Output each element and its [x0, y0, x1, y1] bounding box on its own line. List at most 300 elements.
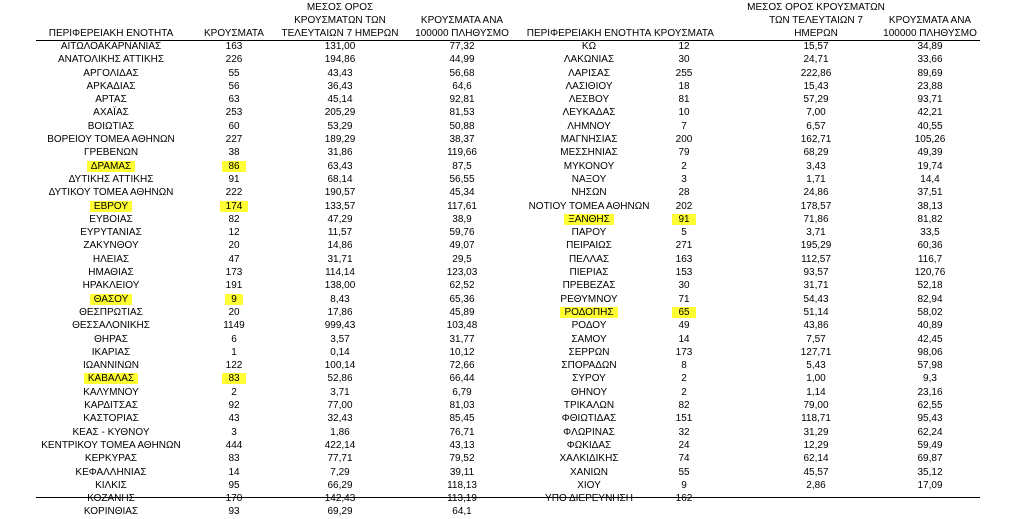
cell-cases [644, 466, 724, 479]
cell-per100k [880, 346, 980, 359]
cell-region [36, 412, 186, 425]
cell-avg7-text: 7,57 [806, 333, 826, 345]
cell-region [514, 479, 664, 492]
cell-avg7 [276, 306, 404, 319]
cell-avg7-text: 205,29 [324, 107, 356, 119]
cell-cases-text: 153 [675, 267, 693, 279]
cell-per100k [404, 173, 520, 186]
cell-per100k [404, 293, 520, 306]
cell-per100k-text: 69,87 [917, 453, 943, 465]
cell-region [36, 266, 186, 279]
cell-per100k [404, 120, 520, 133]
cell-cases-text: 83 [222, 373, 245, 384]
cell-cases [644, 186, 724, 199]
cell-avg7-text: 7,00 [806, 107, 826, 119]
cell-avg7-text: 131,00 [324, 41, 356, 52]
cell-avg7-text: 31,29 [803, 426, 829, 438]
cell-cases-text: 91 [228, 173, 240, 185]
cell-cases-text: 79 [678, 147, 690, 159]
cell-per100k [880, 93, 980, 106]
cell-region-text: ΛΑΚΩΝΙΑΣ [563, 54, 615, 66]
cell-cases [644, 67, 724, 80]
cell-region [36, 279, 186, 292]
cell-avg7 [276, 386, 404, 399]
cell-region [514, 386, 664, 399]
cell-cases-text: 20 [228, 306, 240, 318]
cell-region-text: ΚΕΦΑΛΛΗΝΙΑΣ [75, 466, 147, 478]
cell-avg7 [746, 399, 886, 412]
cell-per100k-text: 65,36 [449, 293, 475, 305]
cell-region [514, 319, 664, 332]
cell-per100k [404, 213, 520, 226]
cell-avg7-text: 31,71 [327, 253, 353, 265]
cell-cases [194, 505, 274, 518]
cell-per100k [880, 213, 980, 226]
cell-region [514, 239, 664, 252]
cell-region-text: ΕΥΒΟΙΑΣ [89, 213, 133, 225]
cell-per100k [880, 200, 980, 213]
cell-per100k-text: 118,13 [447, 479, 477, 491]
cell-cases [194, 306, 274, 319]
cell-per100k-text: 79,52 [449, 453, 475, 465]
cell-region-text: ΑΡΓΟΛΙΔΑΣ [83, 67, 139, 79]
cell-cases-text: 2 [681, 160, 687, 172]
cell-avg7-text: 79,00 [803, 400, 829, 412]
cell-avg7 [276, 133, 404, 146]
cell-per100k-text: 49,39 [917, 147, 943, 159]
cell-per100k [880, 359, 980, 372]
cell-cases [644, 213, 724, 226]
cell-cases-text: 222 [225, 187, 243, 199]
cell-cases-text: 56 [228, 80, 240, 92]
cell-avg7 [276, 346, 404, 359]
cell-region-text: ΛΑΡΙΣΑΣ [568, 67, 610, 79]
cell-avg7 [276, 279, 404, 292]
cell-per100k [404, 133, 520, 146]
cell-region-text: ΚΙΛΚΙΣ [95, 479, 127, 491]
cell-avg7-text: 999,43 [324, 320, 356, 332]
cell-per100k-text: 29,5 [452, 253, 472, 265]
cell-cases [194, 133, 274, 146]
cell-per100k-text: 33,5 [920, 227, 940, 239]
cell-cases-text: 253 [225, 107, 243, 119]
cell-cases-text: 82 [678, 400, 690, 412]
cell-per100k-text: 33,66 [917, 54, 943, 66]
cell-avg7 [746, 372, 886, 385]
header-per100k: ΚΡΟΥΣΜΑΤΑ ΑΝΑ 100000 ΠΛΗΘΥΣΜΟ [415, 15, 509, 39]
cell-cases-text: 43 [228, 413, 240, 425]
cell-cases [194, 160, 274, 173]
cell-cases-text: 20 [228, 240, 240, 252]
cell-region [514, 266, 664, 279]
cell-per100k [880, 306, 980, 319]
cell-per100k [880, 319, 980, 332]
cell-region-text: ΠΑΡΟΥ [571, 227, 607, 239]
cell-region [514, 146, 664, 159]
cell-cases [644, 319, 724, 332]
cell-cases-text: 71 [678, 293, 690, 305]
cell-per100k [404, 200, 520, 213]
cell-avg7 [746, 173, 886, 186]
cell-per100k-text: 52,18 [917, 280, 943, 292]
cell-cases [194, 120, 274, 133]
cell-per100k [880, 479, 980, 492]
cell-avg7 [276, 372, 404, 385]
cell-region [36, 200, 186, 213]
cell-per100k-text: 62,24 [917, 426, 943, 438]
cell-avg7 [746, 200, 886, 213]
cell-avg7 [746, 213, 886, 226]
cell-per100k-text: 58,02 [917, 306, 943, 318]
cell-region-text: ΞΑΝΘΗΣ [564, 214, 614, 225]
cell-per100k-text: 42,45 [917, 333, 943, 345]
header-cases: ΚΡΟΥΣΜΑΤΑ [654, 28, 714, 39]
cell-cases-text: 2 [231, 386, 237, 398]
cell-per100k [880, 146, 980, 159]
cell-cases [194, 426, 274, 439]
cell-avg7 [746, 239, 886, 252]
cell-per100k [404, 306, 520, 319]
cell-per100k [404, 106, 520, 119]
cell-region-text: ΚΑΡΔΙΤΣΑΣ [84, 400, 138, 412]
cell-cases-text: 49 [678, 320, 690, 332]
cell-per100k [880, 80, 980, 93]
cell-avg7 [276, 266, 404, 279]
cell-cases-text: 122 [225, 360, 243, 372]
cell-avg7 [276, 333, 404, 346]
cell-cases-text: 2 [681, 386, 687, 398]
cell-per100k-text: 116,7 [917, 253, 943, 265]
cell-region [36, 346, 186, 359]
cell-avg7 [746, 253, 886, 266]
cell-cases-text: 60 [228, 120, 240, 132]
cell-region-text: ΠΡΕΒΕΖΑΣ [562, 280, 616, 292]
cell-per100k [404, 40, 520, 53]
cell-per100k [880, 426, 980, 439]
cell-cases-text: 32 [678, 426, 690, 438]
cell-cases [644, 359, 724, 372]
cell-region-text: ΑΡΤΑΣ [95, 94, 127, 106]
cell-avg7 [746, 426, 886, 439]
cell-avg7-text: 0,14 [330, 346, 350, 358]
cell-cases-text: 55 [228, 67, 240, 79]
cell-per100k [404, 412, 520, 425]
cell-region [36, 40, 186, 53]
cell-avg7-text: 32,43 [327, 413, 353, 425]
cell-region-text: ΘΕΣΠΡΩΤΙΑΣ [79, 306, 143, 318]
cell-cases-text: 55 [678, 466, 690, 478]
cell-per100k-text: 23,16 [917, 386, 943, 398]
cell-per100k [880, 439, 980, 452]
cell-per100k [404, 505, 520, 518]
cell-per100k [880, 120, 980, 133]
cell-avg7-text: 1,14 [806, 386, 826, 398]
cell-avg7-text: 54,43 [803, 293, 829, 305]
cell-avg7 [746, 306, 886, 319]
cell-avg7-text: 68,29 [803, 147, 829, 159]
cell-avg7-text: 68,14 [327, 173, 353, 185]
cell-cases [644, 333, 724, 346]
cell-region-text: ΑΡΚΑΔΙΑΣ [86, 80, 136, 92]
cell-per100k [880, 412, 980, 425]
cell-region [514, 200, 664, 213]
cell-per100k [880, 226, 980, 239]
cell-per100k-text: 59,49 [917, 439, 943, 451]
cell-per100k-text: 81,53 [449, 107, 475, 119]
cell-cases [194, 106, 274, 119]
cell-cases-text: 7 [681, 120, 687, 132]
cell-per100k-text: 82,94 [917, 293, 943, 305]
cell-cases [194, 213, 274, 226]
cell-region [36, 213, 186, 226]
cell-avg7-text: 3,43 [806, 160, 826, 172]
cell-avg7-text: 15,57 [803, 41, 829, 52]
cell-per100k-text: 62,52 [449, 280, 475, 292]
cell-avg7-text: 162,71 [800, 134, 832, 146]
cell-avg7 [276, 359, 404, 372]
cell-per100k-text: 57,98 [917, 360, 943, 372]
cell-per100k [880, 106, 980, 119]
cell-region [36, 133, 186, 146]
cell-avg7-text: 43,86 [803, 320, 829, 332]
cell-avg7-text: 45,57 [803, 466, 829, 478]
cell-region [36, 306, 186, 319]
cell-avg7-text: 178,57 [800, 200, 832, 212]
cell-per100k-text: 56,68 [449, 67, 475, 79]
cell-cases-text: 173 [225, 267, 243, 279]
cell-per100k-text: 66,44 [449, 373, 475, 385]
cell-cases-text: 81 [678, 94, 690, 106]
cell-per100k-text: 43,13 [449, 439, 475, 451]
cell-avg7-text: 1,00 [806, 373, 826, 385]
cell-cases-text: 444 [225, 439, 243, 451]
cell-region-text: ΒΟΡΕΙΟΥ ΤΟΜΕΑ ΑΘΗΝΩΝ [47, 134, 175, 146]
cell-avg7-text: 62,14 [803, 453, 829, 465]
cell-region [514, 372, 664, 385]
cell-cases [194, 200, 274, 213]
cell-cases [644, 226, 724, 239]
cell-cases [644, 146, 724, 159]
cell-region [36, 426, 186, 439]
cell-avg7-text: 190,57 [324, 187, 356, 199]
cell-avg7 [276, 160, 404, 173]
cell-cases-text: 14 [678, 333, 690, 345]
cell-region [514, 173, 664, 186]
cell-cases [644, 293, 724, 306]
cell-per100k-text: 50,88 [449, 120, 475, 132]
cell-per100k [880, 186, 980, 199]
cell-cases-text: 5 [681, 227, 687, 239]
cell-region-text: ΚΩ [581, 41, 597, 52]
cell-cases-text: 74 [678, 453, 690, 465]
cell-region-text: ΗΡΑΚΛΕΙΟΥ [82, 280, 140, 292]
cell-per100k [404, 80, 520, 93]
cell-per100k [404, 319, 520, 332]
cell-cases [194, 40, 274, 53]
cell-cases-text: 202 [675, 200, 693, 212]
cell-avg7 [746, 466, 886, 479]
cell-per100k [404, 452, 520, 465]
cell-region-text: ΣΕΡΡΩΝ [568, 346, 610, 358]
cell-region-text: ΑΧΑΪΑΣ [93, 107, 129, 119]
cell-cases-text: 93 [228, 506, 240, 518]
cell-cases-text: 1149 [223, 320, 245, 332]
cell-cases-text: 174 [220, 201, 249, 212]
cell-avg7-text: 66,29 [327, 479, 353, 491]
cell-region-text: ΡΟΔΟΠΗΣ [560, 307, 617, 318]
cell-cases-text: 191 [225, 280, 243, 292]
cell-region-text: ΚΑΛΥΜΝΟΥ [83, 386, 139, 398]
cell-per100k [880, 386, 980, 399]
cell-region-text: ΦΛΩΡΙΝΑΣ [563, 426, 615, 438]
cell-region-text: ΜΥΚΟΝΟΥ [563, 160, 615, 172]
cell-region-text: ΑΝΑΤΟΛΙΚΗΣ ΑΤΤΙΚΗΣ [57, 54, 165, 66]
cell-cases [194, 412, 274, 425]
cell-region [36, 173, 186, 186]
cell-cases-text: 200 [675, 134, 693, 146]
cell-cases [194, 80, 274, 93]
cell-avg7-text: 133,57 [324, 200, 356, 212]
cell-region [514, 53, 664, 66]
cell-region-text: ΣΥΡΟΥ [572, 373, 606, 385]
cell-avg7-text: 3,57 [330, 333, 350, 345]
cell-cases [194, 293, 274, 306]
cell-cases-text: 3 [681, 173, 687, 185]
cell-avg7-text: 31,86 [327, 147, 353, 159]
cell-avg7 [746, 146, 886, 159]
cell-avg7 [746, 67, 886, 80]
cell-region [36, 239, 186, 252]
cell-region [514, 346, 664, 359]
cell-region-text: ΡΕΘΥΜΝΟΥ [560, 293, 618, 305]
cell-cases-text: 255 [675, 67, 693, 79]
cell-avg7 [276, 426, 404, 439]
cell-region [514, 452, 664, 465]
cell-per100k-text: 31,77 [449, 333, 475, 345]
cell-per100k [404, 279, 520, 292]
cell-cases [194, 346, 274, 359]
cell-region [36, 146, 186, 159]
cell-region [514, 80, 664, 93]
cell-avg7 [746, 412, 886, 425]
cell-region-text: ΛΑΣΙΘΙΟΥ [565, 80, 613, 92]
cell-avg7 [276, 399, 404, 412]
cell-region [514, 106, 664, 119]
cell-avg7-text: 8,43 [330, 293, 350, 305]
cell-avg7 [746, 279, 886, 292]
cell-region [36, 399, 186, 412]
cell-avg7 [276, 186, 404, 199]
cell-per100k [880, 372, 980, 385]
cell-per100k [404, 359, 520, 372]
cell-avg7 [276, 492, 404, 505]
cell-region-text: ΘΑΣΟΥ [90, 294, 133, 305]
cell-region-text: ΘΕΣΣΑΛΟΝΙΚΗΣ [72, 320, 150, 332]
cell-avg7 [276, 93, 404, 106]
cell-per100k-text: 37,51 [917, 187, 943, 199]
cell-avg7-text: 77,71 [327, 453, 353, 465]
cell-per100k [404, 93, 520, 106]
cell-avg7 [276, 40, 404, 53]
cell-cases [194, 253, 274, 266]
cell-region [36, 359, 186, 372]
cell-region [514, 253, 664, 266]
cell-avg7 [276, 253, 404, 266]
cell-cases [194, 333, 274, 346]
cell-cases-text: 162 [675, 493, 693, 505]
cell-per100k-text: 60,36 [917, 240, 943, 252]
cell-avg7 [276, 226, 404, 239]
cell-per100k-text: 42,21 [917, 107, 943, 119]
cell-avg7 [746, 186, 886, 199]
cell-per100k-text: 93,71 [917, 94, 943, 106]
cell-per100k [404, 386, 520, 399]
cell-per100k [880, 399, 980, 412]
cell-cases [644, 133, 724, 146]
cell-avg7 [276, 466, 404, 479]
cell-per100k [880, 67, 980, 80]
cell-avg7 [746, 333, 886, 346]
cell-per100k-text: 17,09 [917, 479, 943, 491]
cell-cases-text: 24 [678, 439, 690, 451]
cell-cases-text: 91 [672, 214, 695, 225]
cell-avg7 [746, 53, 886, 66]
cell-avg7 [746, 439, 886, 452]
cell-cases-text: 86 [222, 161, 245, 172]
cell-avg7 [746, 106, 886, 119]
cell-region [514, 333, 664, 346]
cell-cases [194, 186, 274, 199]
cell-cases [194, 319, 274, 332]
cell-region [514, 40, 664, 53]
cell-per100k [880, 333, 980, 346]
cell-per100k [404, 253, 520, 266]
cell-cases-text: 38 [228, 147, 240, 159]
cell-avg7 [746, 479, 886, 492]
cell-cases [644, 93, 724, 106]
cell-cases-text: 63 [228, 94, 240, 106]
cell-per100k-text: 49,07 [449, 240, 475, 252]
cell-avg7-text: 6,57 [806, 120, 826, 132]
cell-region [514, 213, 664, 226]
cell-region-text: ΣΑΜΟΥ [571, 333, 607, 345]
cell-cases [194, 146, 274, 159]
cell-per100k-text: 38,9 [452, 213, 472, 225]
cell-per100k-text: 89,69 [917, 67, 943, 79]
cell-cases [194, 452, 274, 465]
cell-region-text: ΡΟΔΟΥ [571, 320, 607, 332]
cell-region-text: ΙΩΑΝΝΙΝΩΝ [82, 360, 140, 372]
cell-per100k-text: 103,48 [446, 320, 478, 332]
cell-per100k-text: 40,55 [917, 120, 943, 132]
cell-cases-text: 14 [228, 466, 240, 478]
cell-region [514, 67, 664, 80]
cell-cases [194, 239, 274, 252]
cell-cases [194, 399, 274, 412]
cell-avg7 [746, 93, 886, 106]
cell-cases [644, 173, 724, 186]
header-per100k: ΚΡΟΥΣΜΑΤΑ ΑΝΑ 100000 ΠΛΗΘΥΣΜΟ [883, 15, 977, 39]
cell-per100k [404, 479, 520, 492]
cell-per100k-text: 40,89 [917, 320, 943, 332]
cell-avg7-text: 112,57 [801, 253, 831, 265]
cell-avg7-text: 51,14 [803, 306, 829, 318]
cell-region [36, 186, 186, 199]
cell-cases-text: 12 [228, 227, 240, 239]
cell-region-text: ΚΕΝΤΡΙΚΟΥ ΤΟΜΕΑ ΑΘΗΝΩΝ [41, 439, 181, 451]
cell-per100k [880, 133, 980, 146]
cell-avg7-text: 100,14 [324, 360, 356, 372]
